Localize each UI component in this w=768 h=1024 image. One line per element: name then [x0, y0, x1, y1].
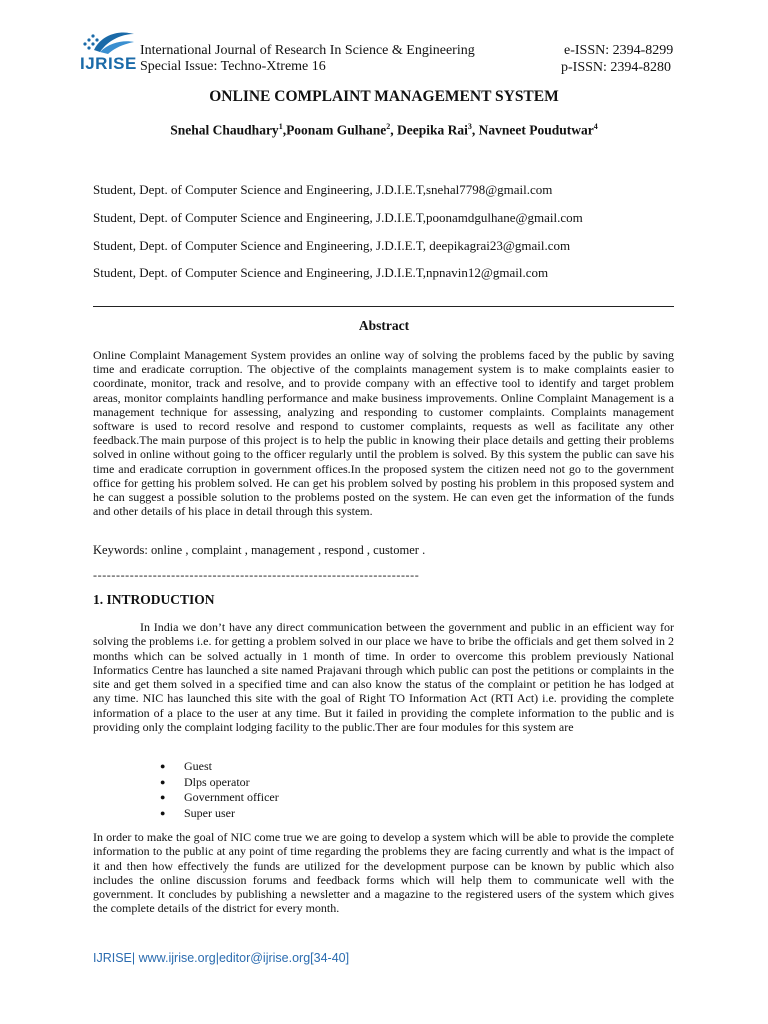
author-separator: ,: [282, 122, 287, 138]
bullet-icon: ●: [160, 807, 166, 818]
affiliation: Student, Dept. of Computer Science and Engineering, J.D.I.E.T,poonamdgulhane@gmail.com: [93, 210, 583, 225]
section-heading-introduction: 1. INTRODUCTION: [93, 592, 215, 607]
paper-title: ONLINE COMPLAINT MANAGEMENT SYSTEM: [209, 88, 559, 105]
abstract-heading: Abstract: [358, 318, 410, 333]
e-issn: e-ISSN: 2394-8299: [564, 43, 674, 58]
affiliation: Student, Dept. of Computer Science and Engineering, J.D.I.E.T,snehal7798@gmail.com: [93, 182, 553, 197]
horizontal-rule: [93, 306, 674, 307]
page-footer: IJRISE| www.ijrise.org|editor@ijrise.org[34-40]: [93, 951, 350, 965]
logo-text: IJRISE: [80, 54, 137, 73]
author-list: [0, 122, 768, 139]
author-separator: ,: [390, 122, 397, 138]
list-item: [160, 775, 279, 791]
author-separator: ,: [471, 122, 479, 138]
list-item: [160, 806, 279, 822]
dashed-separator: -----------------------------------------------------------------------: [93, 568, 420, 582]
journal-name: International Journal of Research In Science & Engineering: [140, 43, 475, 58]
bullet-icon: ●: [160, 761, 166, 771]
list-item-text: Super user: [184, 805, 235, 820]
special-issue: Special Issue: Techno-Xtreme 16: [140, 59, 326, 74]
affiliation: Student, Dept. of Computer Science and Engineering, J.D.I.E.T, deepikagrai23@gmail.com: [93, 238, 571, 253]
affiliation: Student, Dept. of Computer Science and Engineering, J.D.I.E.T,npnavin12@gmail.com: [93, 265, 549, 280]
list-item-text: Guest: [184, 759, 212, 773]
author-name: Snehal Chaudhary: [170, 122, 279, 138]
introduction-paragraph: In order to make the goal of NIC come true we are going to develop a system which will be able to provide the complete information to the public at any point of time regarding the problems they are facing currently and what is the impact of it and then how effectively the funds are utilized for the development purpose can be known by public which also includes the online discussion forums and feedback forms which will help them to communicate well with the government. It concludes by publishing a newsletter and a magazine to the registered users of the system which gives the complete details of the district for every month.: [93, 830, 674, 916]
bullet-icon: ●: [160, 776, 166, 787]
author-sup: 1: [278, 122, 283, 131]
list-item-text: Government officer: [184, 790, 279, 804]
author-name: Poonam Gulhane: [286, 122, 387, 138]
author-sup: 2: [386, 122, 391, 131]
list-item-text: Dlps operator: [184, 774, 250, 789]
list-item: [160, 790, 279, 806]
author-name: Navneet Poudutwar: [478, 122, 594, 138]
author-sup: 3: [467, 122, 472, 131]
author-sup: 4: [593, 122, 598, 131]
list-item: [160, 759, 279, 775]
abstract-text: Online Complaint Management System provides an online way of solving the problems faced by the public by saving time and eradicate corruption. The objective of the complaints management system is to make complaints easier to coordinate, monitor, track and resolve, and to provide company with an effective tool to identify and target problem areas, monitor complaints handling performance and make business improvements. Online Complaint Management is a management technique for assessing, analyzing and responding to customer complaints. Complaints management software is used to record resolve and respond to customer complaints, requests as well as facilitate any other feedback.The main purpose of this project is to help the public in knowing their place details and getting their problems solved in online without going to the officer regularly until the problem is solved. By this system the public can save his time and eradicate corruption in government offices.In the proposed system the citizen need not go to the government office for getting his problem solved. He can get his problem solved by posting his problem in this proposed system and he can suggest a possible solution to the problems posted on the system. He can even get the information of the funds and other details of his place in detail through this system.: [93, 348, 674, 519]
module-list: [160, 759, 279, 821]
author-name: Deepika Rai: [396, 122, 468, 138]
bullet-icon: ●: [160, 792, 166, 802]
keywords: Keywords: online , complaint , management , respond , customer .: [93, 543, 426, 557]
p-issn: p-ISSN: 2394-8280: [561, 60, 672, 75]
introduction-paragraph: In India we don’t have any direct communication between the government and public in an efficient way for solving the problems i.e. for getting a problem solved in our place we have to bribe the officials and get them solved in 2 months which can be solved actually in 1 month of time. In order to overcome this problem previously National Informatics Centre has launched a site named Prajavani through which public can post the petitions or complaints in the site and get them solved in a specified time and can also know the status of the complaint or petition he has lodged at any time. NIC has launched this site with the goal of Right TO Information Act (RTI Act) i.e. providing the complete information of a place to the user at any time. But it failed in providing the complete information to the public and is providing only the complaint lodging facility to the public.Ther are four modules for this system are: [93, 620, 674, 735]
